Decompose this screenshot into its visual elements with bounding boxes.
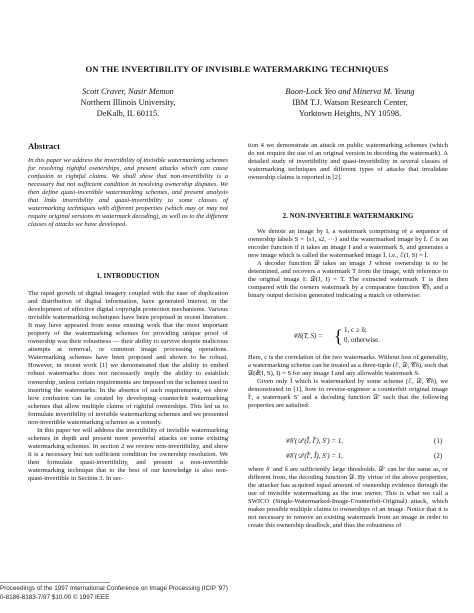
equation-1: 𝒞δ′(𝒟′(Ĩ, Ĩ′), S′) = 1, xyxy=(285,437,344,445)
right-column-continuation xyxy=(248,142,448,182)
footer-proceedings: Proceedings of the 1997 International Conference on Image Processing (ICIP '97) xyxy=(0,585,228,592)
introduction-paragraph-1: The rapid growth of digital imagery coupled with the ease of duplication and distribution of digital information, have generated interest in the development of effective digital copyright protection mechanisms. Various invisible watermarking techniques have been proposed in recent literature. It may have appeared from some ensuing work that the most important property of the watermarking schemes for providing unique proof of ownership was their robustness — their ability to survive despite malicious attempts at removal, or common image processing operations. Watermarking schemes have been proposed and shown to be robust. However, in recent work [1] we demonstrated that the ability to embed robust watermarks does not necessarily imply the ability to establish ownership, unless certain requirements are imposed on the schemes used in inserting the watermarks. In the absence of such requirements, we show how confusion can be created by developing counterfeit watermarking schemes that allow multiple claims of rightful ownerships. This led us to formulate invertibility of invisible watermarking schemes and we presented non-invertible watermarking schemes as a remedy. xyxy=(28,290,228,426)
continuation-paragraph: tion 4 we demonstrate an attack on public watermarking schemes (which do not require the use of an original version in decoding the watermark). A detailed study of invertibility and quasi-invertibility in several classes of watermarking techniques and different types of attacks that invalidate ownership claims is reported in [2]. xyxy=(248,142,448,182)
non-invertible-paragraph-5: where δ′ and δ are sufficiently large thresholds. 𝒟′ can be the same as, or different from, the decoding function 𝒟. By virtue of the above properties, the attacker has acquired equal amount of ownership evidence through the use of invisible watermarking as the true owner. This is what we call a SWICO (Single-Watermarked-Image-Counterfeit-Original) attack, which makes possible multiple claims to ownerships of an image. Notice that it is not necessary to remove an existing watermark from an image in order to create this ownership deadlock, and thus the robustness of xyxy=(248,466,448,530)
author-names-right: Boon-Lock Yeo and Minerva M. Yeung xyxy=(285,87,415,96)
abstract-heading: Abstract xyxy=(28,141,60,151)
author-block-left xyxy=(28,86,228,119)
non-invertible-body-mid xyxy=(248,354,448,410)
footer-isbn: 0-8186-8183-7/97 $10.00 © 1997 IEEE xyxy=(0,594,110,601)
equation-2: 𝒞δ′(𝒟′(Ĩ′, Ĩ), S′) = 1, xyxy=(285,452,344,460)
footer-rule xyxy=(0,582,110,583)
author-affiliation-left-1: Northern Illinois University, xyxy=(80,98,176,107)
equation-2-number: (2) xyxy=(434,452,443,460)
footer xyxy=(0,584,474,602)
introduction-body xyxy=(28,290,228,483)
section-heading-introduction: 1. INTRODUCTION xyxy=(96,272,160,280)
non-invertible-body-bottom xyxy=(248,466,448,530)
non-invertible-paragraph-1: We denote an image by I, a watermark comprising of a sequence of ownership labels S = {s1, s2, ···} and the watermarked image by Ĩ. ℰ is an encoder function if it takes an image I and a watermark S, and generates a new image which is called the watermarked image Ĩ, i.e., ℰ(I, S) = Ĩ. xyxy=(248,228,448,260)
author-block-right xyxy=(250,86,450,119)
comparator-brace: { xyxy=(334,326,343,346)
paper-title: ON THE INVERTIBILITY OF INVISIBLE WATERMARKING TECHNIQUES xyxy=(85,64,389,74)
comparator-case-2: 0, otherwise. xyxy=(344,336,380,344)
non-invertible-paragraph-4: Given only Ĩ which is watermarked by some scheme (ℰ, 𝒟, 𝒞δ), we demonstrated in [1], how to reverse-engineer a counterfeit original image Ĩ′, a watermark S′ and a decoding function 𝒟′ such that the following properties are satisfied: xyxy=(248,378,448,410)
section-heading-non-invertible: 2. NON-INVERTIBLE WATERMARKING xyxy=(282,212,414,220)
author-affiliation-right-2: Yorktown Heights, NY 10598. xyxy=(298,109,402,118)
non-invertible-paragraph-2: A decoder function 𝒟 takes an image J whose ownership is to be determined, and recovers a watermark T from the image, with reference to the original image I: 𝒟(J, I) = T. The extracted watermark T is then compared with the owners watermark by a comparator function 𝒞δ, and a binary output decision generated indicating a match or otherwise: xyxy=(248,260,448,300)
abstract-text: In this paper we address the invertibility of invisible watermarking schemes for resolving rightful ownerships, and present attacks which can cause confusion to rightful claims. We shall show that non-invertibility is a necessary but not sufficient condition in resolving ownership disputes. We then define quasi-invertible watermarking schemes, and present analysis that links invertibility and quasi-invertibility to some classes of watermarking techniques with different properties (which may or may not require original versions in watermark decoding), as well as to the different classes of attacks we have developed. xyxy=(28,157,228,229)
author-affiliation-right-1: IBM T.J. Watson Research Center, xyxy=(292,98,408,107)
comparator-case-1: 1, c ≥ δ; xyxy=(344,326,367,334)
non-invertible-body-top xyxy=(248,228,448,300)
non-invertible-paragraph-3: Here, c is the correlation of the two watermarks. Without loss of generality, a watermarking scheme can be treated as a three-tuple (ℰ, 𝒟, 𝒞δ), such that 𝒟(ℰ(I, S), I) = S for any image I and any allowable watermark S. xyxy=(248,354,448,378)
introduction-paragraph-2: In this paper we will address the invertibility of invisible watermarking schemes in depth and present more powerful attacks on some existing watermarking schemes. In section 2 we review non-invertibility, and show it is a necessary but not sufficient condition for ownership resolution. We then formulate quasi-invertibility, and present a non-invertible watermarking technique that to the best of our knowledge is also non-quasi-invertible in Section 3. In sec- xyxy=(28,426,228,483)
comparator-equation-lhs: 𝒞δ(T, S) = xyxy=(293,332,323,340)
author-names-left: Scott Craver, Nasir Memon xyxy=(82,87,174,96)
author-affiliation-left-2: DeKalb, IL 60115. xyxy=(96,109,160,118)
equation-1-number: (1) xyxy=(434,437,443,445)
